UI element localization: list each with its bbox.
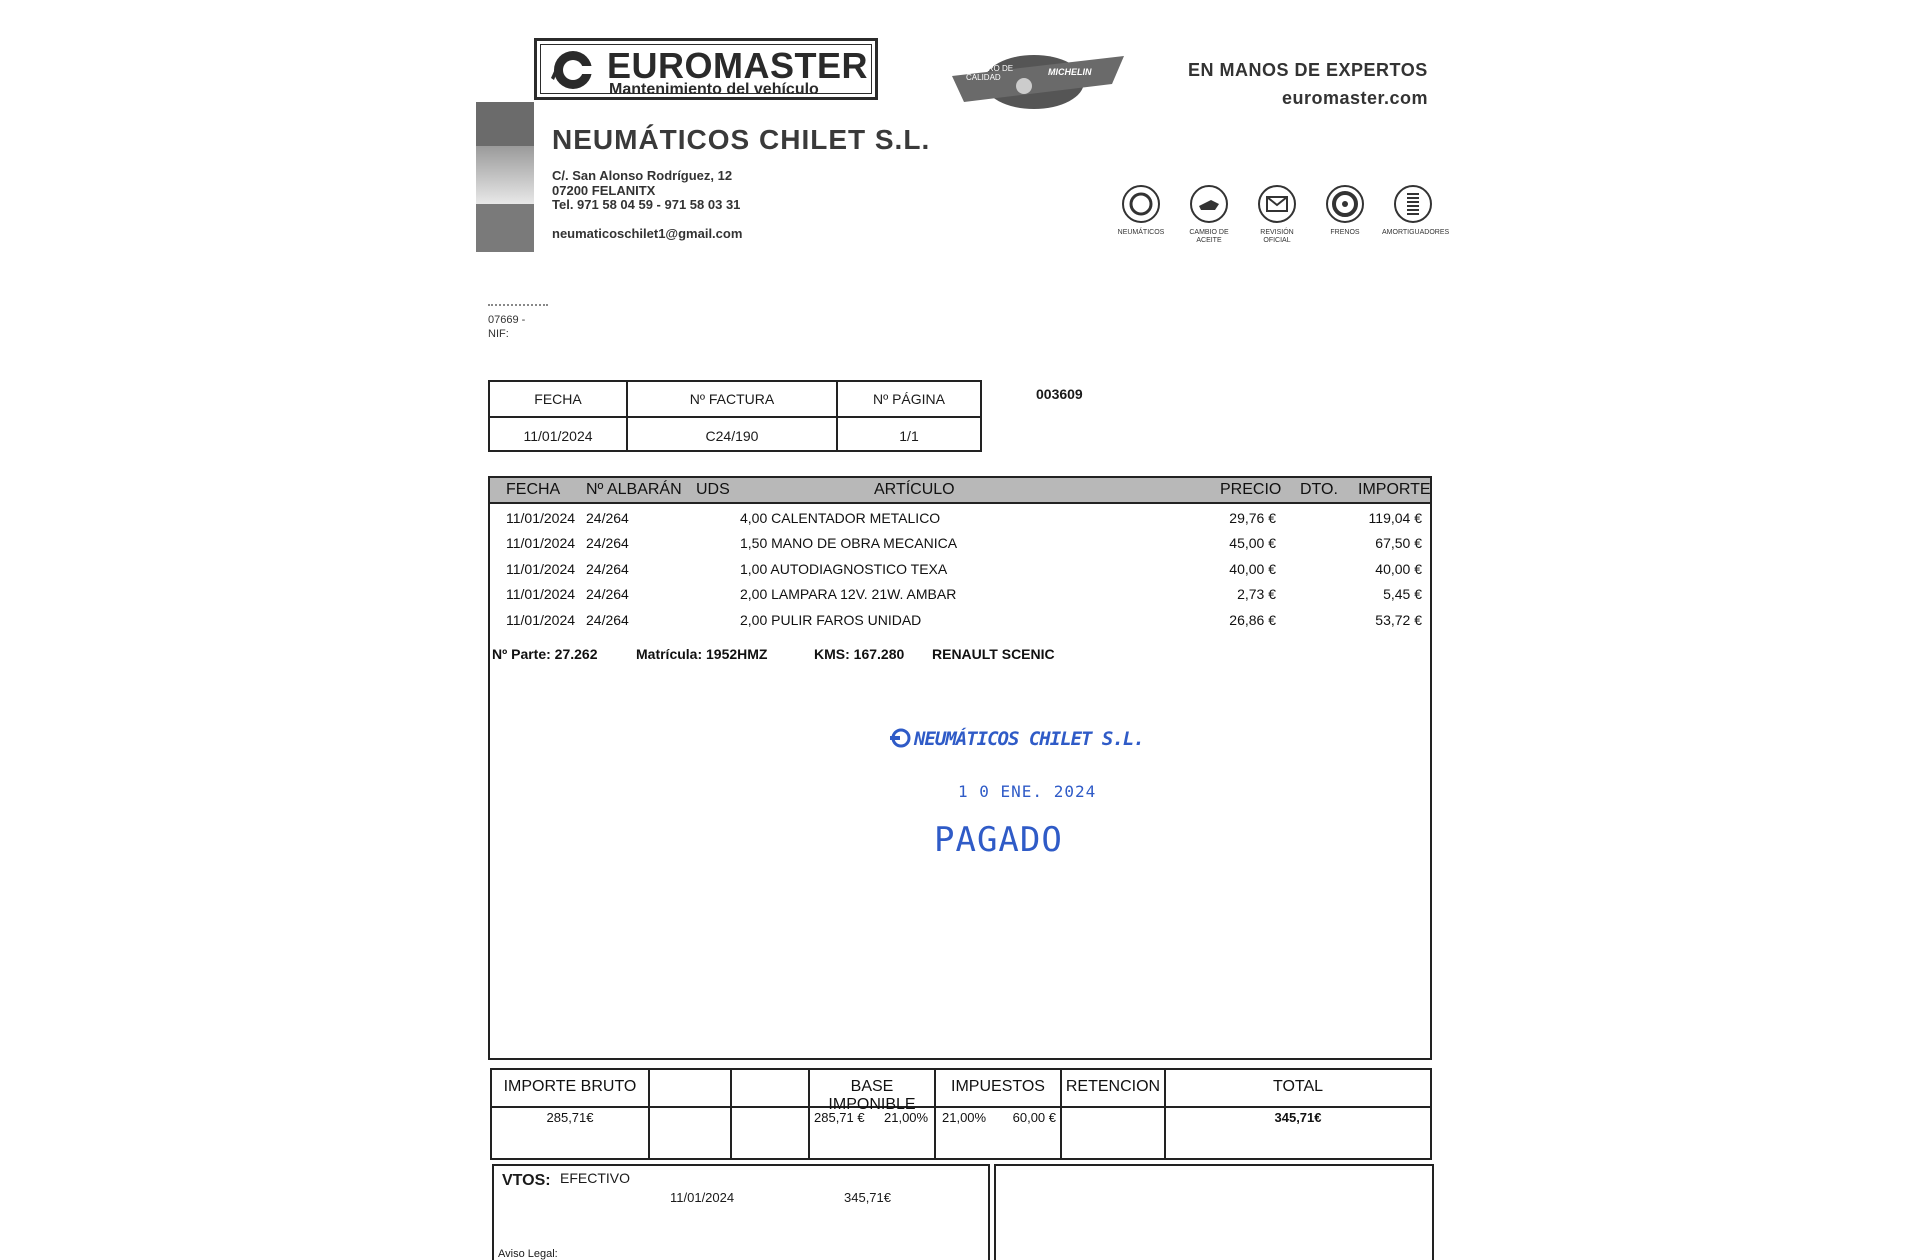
row-articulo: 2,00 PULIR FAROS UNIDAD [740, 612, 922, 628]
brand-name: EUROMASTER [607, 45, 869, 86]
col-precio: PRECIO [1220, 481, 1282, 498]
row-fecha: 11/01/2024 [506, 510, 576, 526]
row-importe: 5,45 € [1383, 586, 1422, 602]
stamp-date: 1 0 ENE. 2024 [958, 782, 1097, 801]
table-row [490, 586, 1430, 606]
stamp-logo-icon [890, 728, 912, 748]
value-factura: C24/190 [705, 428, 759, 444]
invoice-lines-table [488, 476, 1432, 1060]
value-total: 345,71€ [1274, 1110, 1322, 1125]
label-impuestos: IMPUESTOS [951, 1078, 1045, 1095]
shock-absorber-icon [1393, 184, 1433, 224]
col-articulo: ARTÍCULO [874, 481, 955, 498]
value-impuestos-pct: 21,00% [942, 1110, 987, 1125]
row-fecha: 11/01/2024 [506, 612, 576, 628]
row-fecha: 11/01/2024 [506, 561, 576, 577]
vehicle-plate: Matrícula: 1952HMZ [636, 646, 768, 662]
services-row [1110, 184, 1460, 244]
label-retencion: RETENCION [1065, 1078, 1161, 1095]
service-tires [1110, 184, 1172, 237]
company-address-1: C/. San Alonso Rodríguez, 12 [552, 168, 733, 183]
service-label: AMORTIGUADORES [1382, 229, 1450, 236]
col-uds: UDS [696, 481, 730, 498]
decor-bar-bottom [476, 204, 534, 252]
service-inspection [1246, 184, 1308, 245]
table-row [490, 612, 1430, 632]
legal-label: Aviso Legal: [498, 1248, 558, 1260]
row-albaran: 24/264 [586, 586, 629, 602]
row-articulo: 1,00 AUTODIAGNOSTICO TEXA [740, 561, 948, 577]
vtos-amount: 345,71€ [844, 1190, 891, 1205]
row-albaran: 24/264 [586, 535, 629, 551]
decor-bar-mid [476, 146, 534, 204]
company-phone: Tel. 971 58 04 59 - 971 58 03 31 [552, 197, 741, 212]
header-fecha: FECHA [534, 391, 582, 407]
badge-line-1: CENTRO DE [966, 64, 1014, 73]
row-precio: 40,00 € [1229, 561, 1276, 577]
table-row [490, 561, 1430, 581]
value-impuestos: 60,00 € [1012, 1110, 1056, 1125]
row-fecha: 11/01/2024 [506, 535, 576, 551]
badge-line-2: CALIDAD [966, 73, 1001, 82]
service-brakes [1314, 184, 1376, 237]
decor-bar-top [476, 102, 534, 146]
client-postcode: 07669 - [488, 314, 526, 326]
client-line-1-redacted [488, 304, 548, 312]
col-dto: DTO. [1300, 481, 1338, 498]
row-fecha: 11/01/2024 [506, 586, 576, 602]
value-fecha: 11/01/2024 [523, 428, 593, 444]
michelin-quality-badge [952, 54, 1124, 110]
paid-stamp [890, 726, 1190, 866]
company-email: neumaticoschilet1@gmail.com [552, 226, 743, 241]
badge-brand: MICHELIN [1048, 67, 1092, 77]
value-base: 285,71 € [814, 1110, 865, 1125]
michelin-badge-icon [952, 54, 1124, 110]
row-precio: 2,73 € [1237, 586, 1276, 602]
company-address-2: 07200 FELANITX [552, 183, 656, 198]
inspection-icon [1257, 184, 1297, 224]
label-importe-bruto: IMPORTE BRUTO [503, 1078, 637, 1095]
oil-change-icon [1189, 184, 1229, 224]
notes-box [994, 1164, 1434, 1260]
row-importe: 119,04 € [1368, 510, 1422, 526]
brakes-icon [1325, 184, 1365, 224]
col-fecha: FECHA [506, 481, 561, 498]
header-factura: Nº FACTURA [689, 391, 775, 407]
label-total: TOTAL [1272, 1078, 1324, 1095]
vehicle-kms: KMS: 167.280 [814, 646, 905, 662]
vtos-label: VTOS: [502, 1172, 551, 1189]
row-precio: 45,00 € [1229, 535, 1276, 551]
euromaster-logo-box [534, 38, 878, 100]
row-articulo: 4,00 CALENTADOR METALICO [740, 510, 941, 526]
value-pagina: 1/1 [899, 428, 919, 444]
row-precio: 26,86 € [1229, 612, 1276, 628]
service-shocks [1382, 184, 1450, 237]
value-base-pct: 21,00% [884, 1110, 929, 1125]
vtos-date: 11/01/2024 [670, 1190, 735, 1205]
document-code: 003609 [1036, 386, 1083, 402]
stamp-company: NEUMÁTICOS CHILET S.L. [914, 728, 1144, 750]
row-albaran: 24/264 [586, 612, 629, 628]
parte-number: Nº Parte: 27.262 [492, 646, 598, 662]
website: euromaster.com [1282, 88, 1429, 108]
header-pagina: Nº PÁGINA [872, 391, 946, 407]
totals-table [490, 1068, 1432, 1160]
service-label: REVISIÓN OFICIAL [1260, 229, 1294, 244]
row-albaran: 24/264 [586, 510, 629, 526]
row-importe: 40,00 € [1375, 561, 1422, 577]
row-albaran: 24/264 [586, 561, 629, 577]
stamp-status: PAGADO [934, 820, 1063, 860]
col-albaran: Nº ALBARÁN [586, 481, 682, 498]
service-label: FRENOS [1330, 229, 1360, 236]
row-importe: 67,50 € [1375, 535, 1422, 551]
row-precio: 29,76 € [1229, 510, 1276, 526]
service-label: CAMBIO DE ACEITE [1189, 229, 1229, 244]
invoice-info-table [488, 380, 982, 452]
euromaster-emblem-icon [547, 48, 593, 92]
row-articulo: 2,00 LAMPARA 12V. 21W. AMBAR [740, 586, 957, 602]
lines-header [490, 478, 1430, 504]
col-importe: IMPORTE [1358, 481, 1431, 498]
tire-icon [1121, 184, 1161, 224]
service-oil [1178, 184, 1240, 245]
vtos-box [492, 1164, 990, 1260]
slogan: EN MANOS DE EXPERTOS [1188, 60, 1428, 80]
company-name: NEUMÁTICOS CHILET S.L. [552, 124, 931, 155]
brand-subtitle: Mantenimiento del vehículo [609, 81, 819, 98]
vehicle-model: RENAULT SCENIC [932, 646, 1055, 662]
label-base-imponible: BASE IMPONIBLE [828, 1078, 916, 1113]
row-importe: 53,72 € [1375, 612, 1422, 628]
service-label: NEUMÁTICOS [1117, 229, 1165, 236]
row-articulo: 1,50 MANO DE OBRA MECANICA [740, 535, 958, 551]
value-importe-bruto: 285,71€ [546, 1110, 594, 1125]
table-row [490, 535, 1430, 555]
table-row [490, 510, 1430, 530]
vtos-method: EFECTIVO [560, 1170, 631, 1186]
client-nif: NIF: [488, 328, 509, 340]
